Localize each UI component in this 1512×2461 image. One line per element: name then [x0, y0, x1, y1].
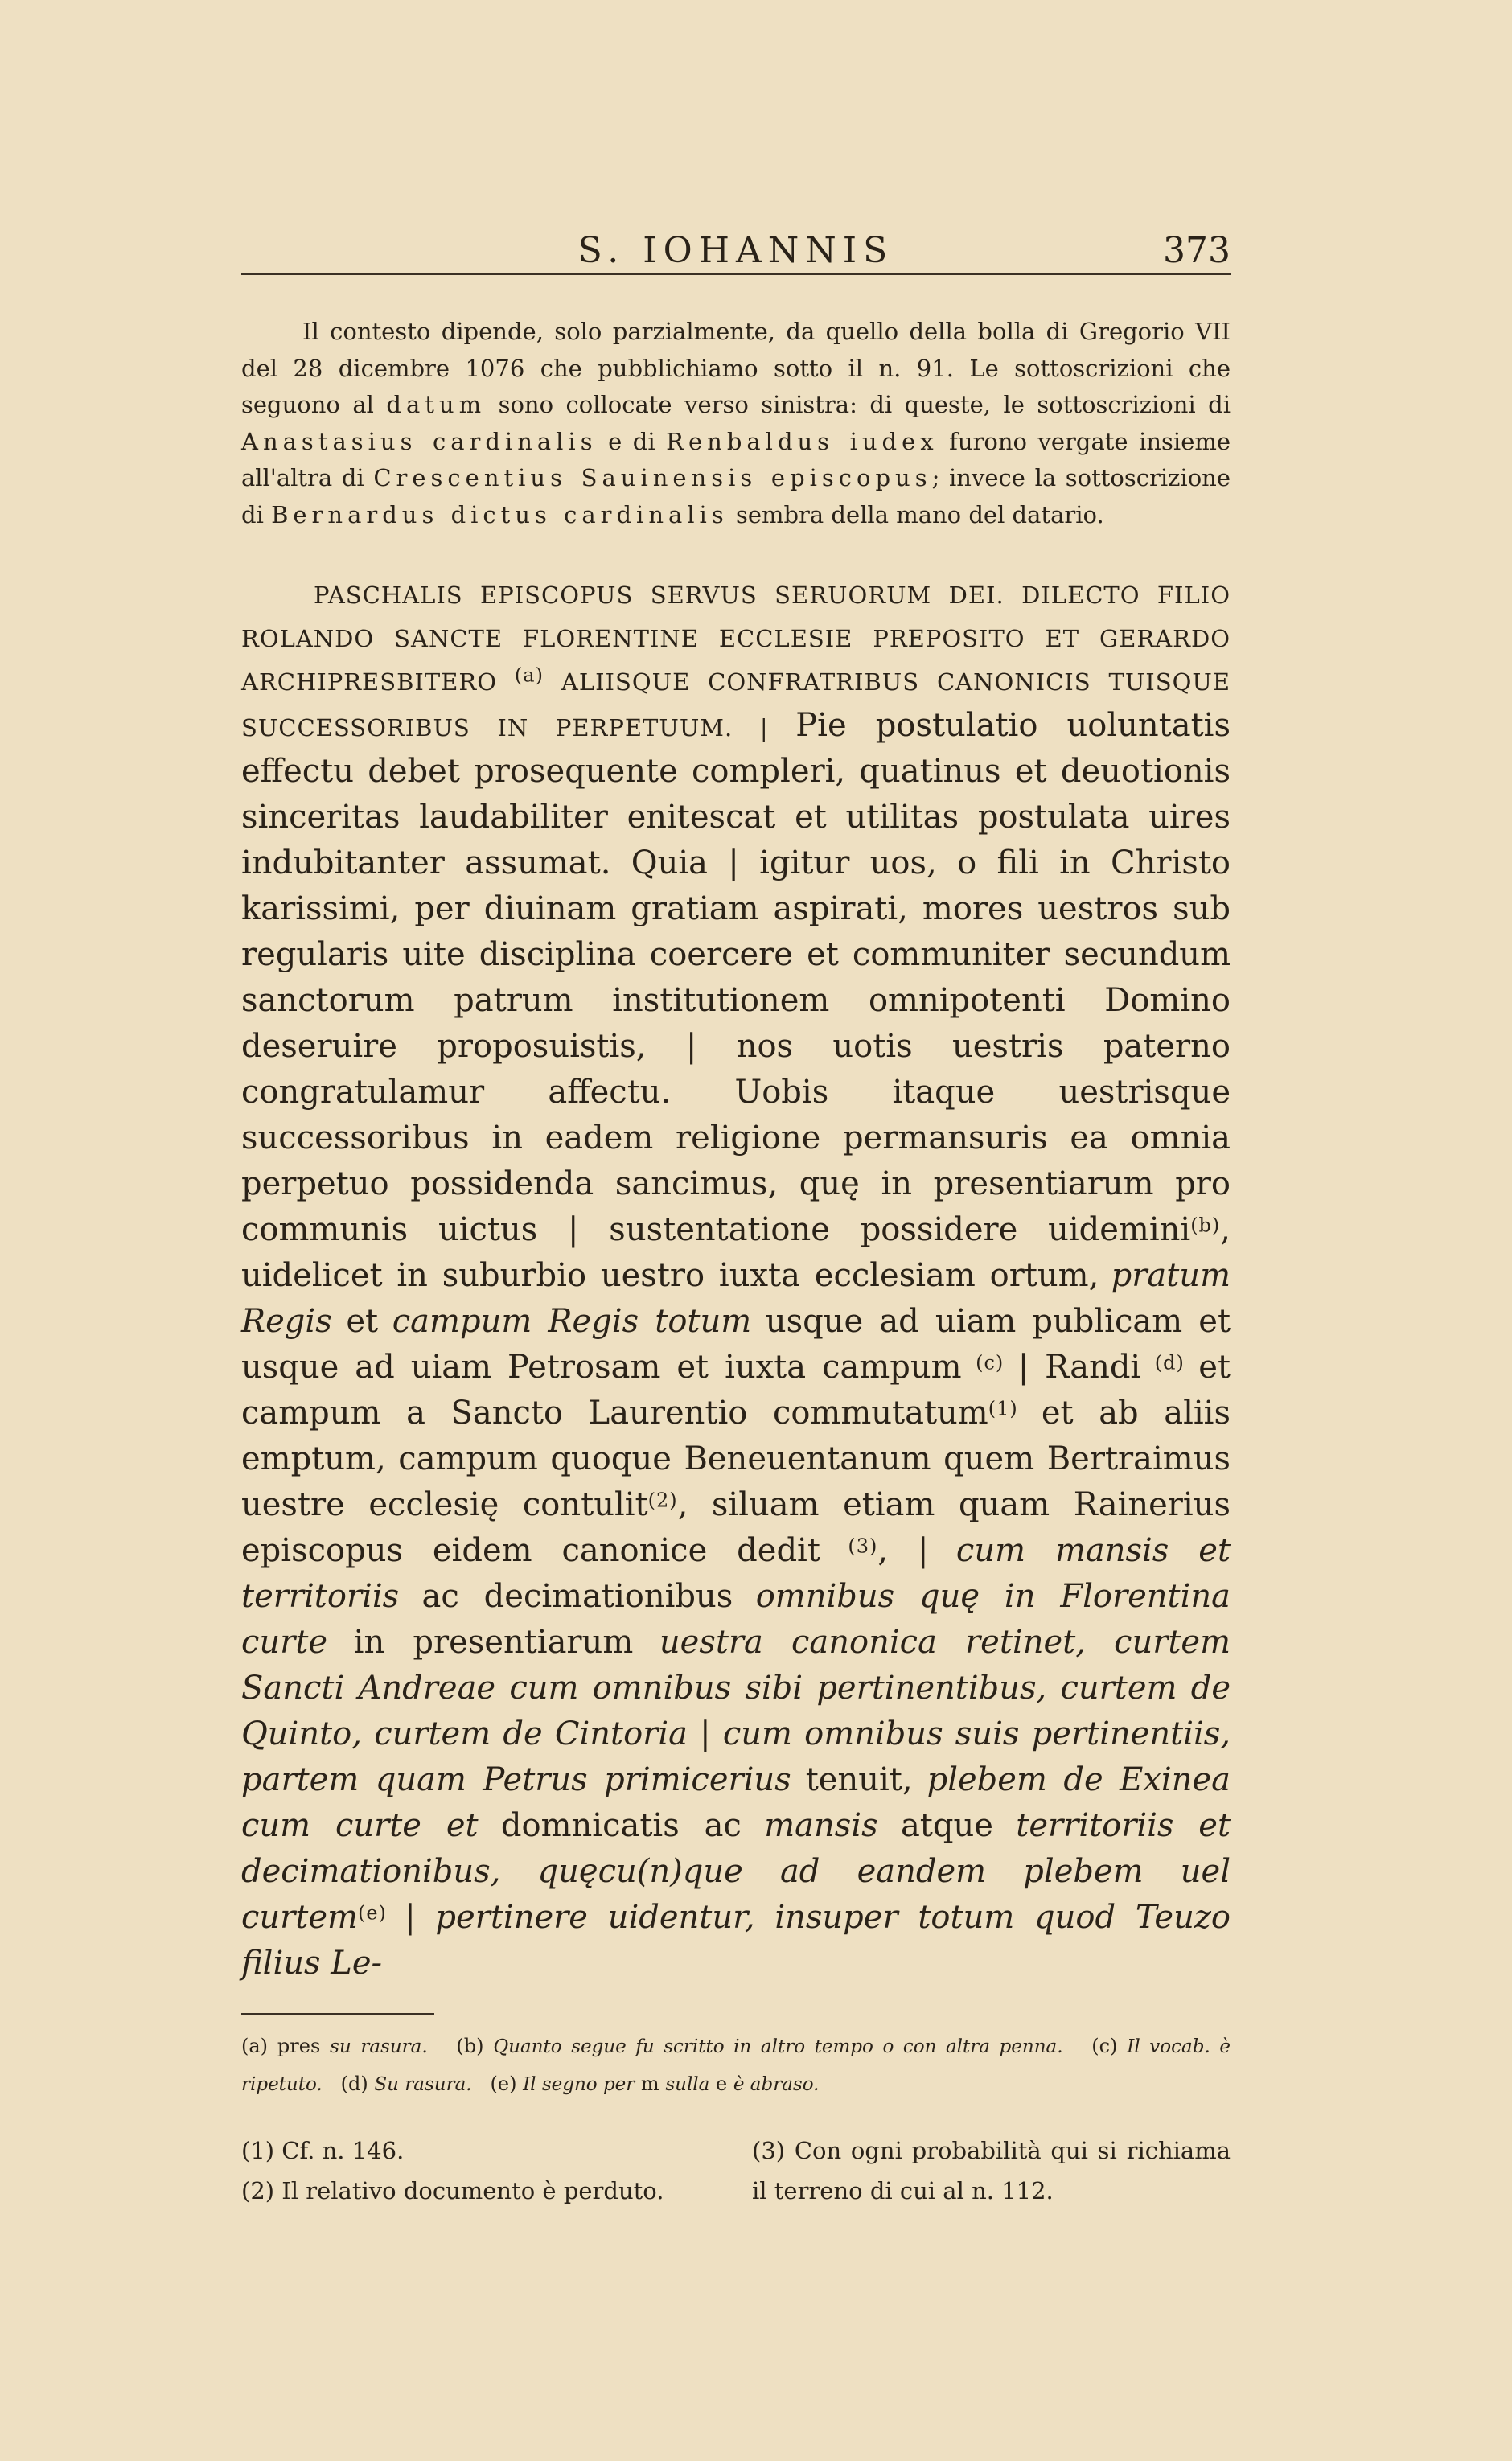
body-text-start: Pie postulatio uoluntatis effectu debet prosequente compleri, quatinus et deuotionis sinceritas laudabiliter enitescat et utilitas postulata uires indubitanter assumat. Quia | igitur uos, o fili in Christo karissimi, per diuinam gratiam aspirati, mores uestros sub regularis uite disciplina coercere et communiter secundum sanctorum patrum institutionem omnipotenti Domino deseruire proposuistis, | nos uotis uestris paterno congratulamur affectu. Uobis itaque uestrisque successoribus in eadem religione permansuris ea omnia perpetuo possidenda sancimus, quę in presentiarum pro communis uictus | sustentatione possidere uidemini	[241, 707, 1231, 1248]
footnote-1: (1) Cf. n. 146.	[241, 2137, 405, 2164]
running-title: S. IOHANNIS	[577, 230, 894, 271]
footnote-2: (2) Il relativo documento è perduto.	[241, 2177, 664, 2204]
note-ref-b: (b)	[1190, 1214, 1221, 1237]
footnote-3: (3) Con ogni probabilità qui si richiama il terreno di cui al n. 112.	[752, 2137, 1231, 2204]
note-ref-a: (a)	[514, 664, 544, 687]
note-ref-e: (e)	[357, 1901, 387, 1925]
protocol-heading-cont: ALIISQUE CONFRATRIBUS CANONICIS TUISQUE SUCCESSORIBUS IN PERPETUUM. |	[241, 668, 1231, 742]
page-header	[241, 225, 1231, 275]
footnotes	[241, 2130, 1231, 2211]
note-ref-d: (d)	[1154, 1351, 1185, 1374]
footnote-ref-3: (3)	[848, 1535, 878, 1558]
critical-notes: (a) pres su rasura. (b) Quanto segue fu scritto in altro tempo o con altra penna. (c) Il vocab. è ripetuto. (d) Su rasura. (e) Il segno per m sulla e è abraso.	[241, 2035, 1231, 2095]
intro-paragraph: Il contesto dipende, solo parzialmente, da quello della bolla di Gregorio VII del 28 dicembre 1076 che pubblichiamo sotto il n. 91. Le sottoscrizioni che seguono al datum sono collocate verso sinistra: di queste, le sottoscrizioni di Anastasius cardinalis e di Renbaldus iudex furono vergate insieme all'altra di Crescentius Sauinensis episcopus; invece la sottoscrizione di Bernardus dictus cardinalis sembra della mano del datario.	[241, 318, 1231, 528]
document-text: PASCHALIS EPISCOPUS SERVUS SERUORUM DEI. DILECTO FILIO ROLANDO SANCTE FLORENTINE ECCLESIE PREPOSITO ET GERARDO ARCHIPRESBITERO $^{(a)}$ ALIISQUE CONFRATRIBUS CANONICIS TUISQUE SUCCESSORIBUS IN PERPETUUM. | Pie postulatio uoluntatis effectu debet prosequente compleri, quatinus et deuotionis sinceritas laudabiliter enitescat et utilitas postulata uires indubitanter assumat. Quia | igitur uos, o fili in Christo karissimi, per diuinam gratiam aspirati, mores uestros sub regularis uite disciplina coercere et communiter secundum sanctorum patrum institutionem omnipotenti Domino deseruire proposuistis, | nos uotis uestris paterno congratulamur affectu. Uobis itaque uestrisque successoribus in eadem religione permansuris ea omnia perpetuo possidenda sancimus, quę in presentiarum pro communis uictus | sustentatione possidere uidemini$^{(b)}$, uidelicet in suburbio uestro iuxta ecclesiam ortum, pratum Regis et campum Regis totum usque ad uiam publicam et usque ad uiam Petrosam et iuxta campum $^{(c)}$ | Randi $^{(d)}$ et campum a Sancto Laurentio commutatum$^{(1)}$ et ab aliis emptum, campum quoque Beneuentanum quem Bertraimus uestre ecclesię contulit$^{(2)}$, siluam etiam quam Rainerius episcopus eidem canonice dedit $^{(3)}$, | cum mansis et territoriis ac decimationibus omnibus quę in Florentina curte in presentiarum uestra canonica retinet, curtem Sancti Andreae cum omnibus sibi pertinentibus, curtem de Quinto, curtem de Cintoria | cum omnibus suis pertinentiis, partem quam Petrus primicerius tenuit, plebem de Exinea cum curte et domnicatis ac mansis atque territoriis et decimationibus, quęcu(n)que ad eandem plebem uel curtem$^{(e)}$ | pertinere uidentur, insuper totum quod Teuzo filius Le-	[241, 581, 1231, 1982]
protocol-heading: PASCHALIS EPISCOPUS SERVUS SERUORUM DEI. DILECTO FILIO ROLANDO SANCTE FLORENTINE ECCLESIE PREPOSITO ET GERARDO ARCHIPRESBITERO	[241, 581, 1231, 696]
footnote-ref-1: (1)	[988, 1397, 1018, 1420]
page-number: 373	[1163, 230, 1231, 271]
notes-divider	[241, 2013, 434, 2015]
footnote-ref-2: (2)	[647, 1489, 678, 1512]
book-page	[241, 225, 1231, 2211]
footnotes-left	[241, 2130, 720, 2211]
editorial-introduction	[241, 314, 1231, 533]
note-ref-c: (c)	[976, 1351, 1005, 1374]
